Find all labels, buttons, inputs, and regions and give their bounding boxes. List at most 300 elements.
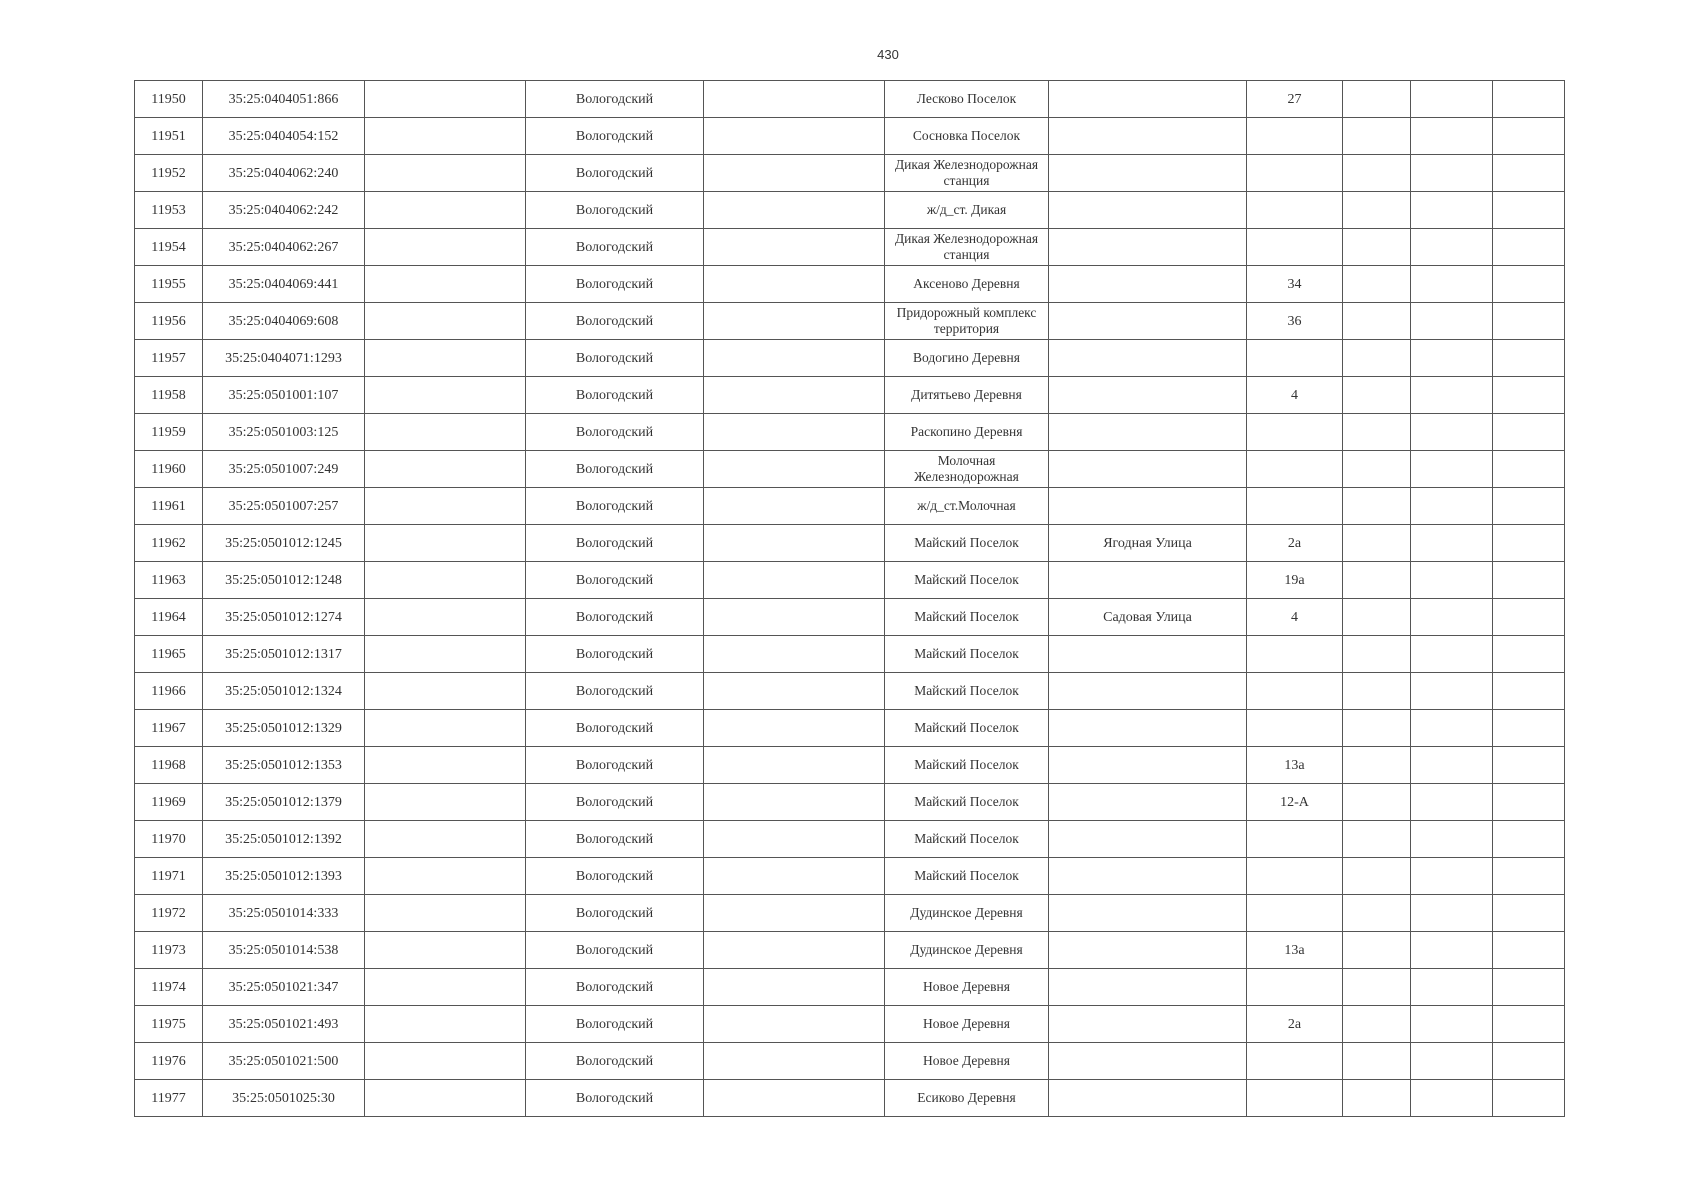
- empty-cell: [365, 673, 526, 710]
- empty-cell: [704, 1006, 885, 1043]
- empty-cell: [704, 81, 885, 118]
- street-cell: [1049, 81, 1247, 118]
- locality-cell: Майский Поселок: [885, 821, 1049, 858]
- district-cell: Вологодский: [526, 858, 704, 895]
- locality-cell: Дикая Железнодорожная станция: [885, 229, 1049, 266]
- empty-cell: [1411, 155, 1493, 192]
- locality-cell: Аксеново Деревня: [885, 266, 1049, 303]
- locality-cell: Раскопино Деревня: [885, 414, 1049, 451]
- row-number-cell: 11953: [135, 192, 203, 229]
- cadastral-number-cell: 35:25:0501007:249: [203, 451, 365, 488]
- empty-cell: [1493, 747, 1565, 784]
- empty-cell: [1493, 969, 1565, 1006]
- house-number-cell: [1247, 414, 1343, 451]
- district-cell: Вологодский: [526, 599, 704, 636]
- locality-cell: Майский Поселок: [885, 858, 1049, 895]
- empty-cell: [1343, 155, 1411, 192]
- empty-cell: [704, 784, 885, 821]
- empty-cell: [1343, 340, 1411, 377]
- house-number-cell: 36: [1247, 303, 1343, 340]
- empty-cell: [1343, 858, 1411, 895]
- empty-cell: [704, 525, 885, 562]
- cadastral-number-cell: 35:25:0501012:1353: [203, 747, 365, 784]
- empty-cell: [1411, 229, 1493, 266]
- row-number-cell: 11954: [135, 229, 203, 266]
- cadastral-number-cell: 35:25:0404051:866: [203, 81, 365, 118]
- empty-cell: [704, 414, 885, 451]
- empty-cell: [1343, 1080, 1411, 1117]
- cadastral-number-cell: 35:25:0501021:493: [203, 1006, 365, 1043]
- street-cell: [1049, 414, 1247, 451]
- empty-cell: [1343, 895, 1411, 932]
- empty-cell: [1411, 599, 1493, 636]
- locality-cell: Майский Поселок: [885, 636, 1049, 673]
- empty-cell: [365, 747, 526, 784]
- row-number-cell: 11971: [135, 858, 203, 895]
- empty-cell: [704, 303, 885, 340]
- empty-cell: [365, 710, 526, 747]
- table-row: [135, 155, 1565, 192]
- empty-cell: [365, 340, 526, 377]
- empty-cell: [1493, 81, 1565, 118]
- empty-cell: [1411, 192, 1493, 229]
- street-cell: [1049, 858, 1247, 895]
- empty-cell: [1493, 377, 1565, 414]
- locality-cell: Майский Поселок: [885, 673, 1049, 710]
- table-row: [135, 858, 1565, 895]
- locality-cell: Новое Деревня: [885, 969, 1049, 1006]
- empty-cell: [365, 303, 526, 340]
- district-cell: Вологодский: [526, 81, 704, 118]
- street-cell: [1049, 747, 1247, 784]
- district-cell: Вологодский: [526, 932, 704, 969]
- district-cell: Вологодский: [526, 1043, 704, 1080]
- row-number-cell: 11961: [135, 488, 203, 525]
- table-row: [135, 969, 1565, 1006]
- house-number-cell: [1247, 969, 1343, 1006]
- empty-cell: [1411, 821, 1493, 858]
- table-row: [135, 414, 1565, 451]
- cadastral-number-cell: 35:25:0404071:1293: [203, 340, 365, 377]
- street-cell: [1049, 969, 1247, 1006]
- street-cell: [1049, 895, 1247, 932]
- empty-cell: [1411, 562, 1493, 599]
- table-row: [135, 377, 1565, 414]
- empty-cell: [1343, 192, 1411, 229]
- street-cell: [1049, 118, 1247, 155]
- empty-cell: [1343, 266, 1411, 303]
- empty-cell: [365, 858, 526, 895]
- house-number-cell: [1247, 488, 1343, 525]
- house-number-cell: [1247, 192, 1343, 229]
- empty-cell: [1411, 932, 1493, 969]
- empty-cell: [1343, 1006, 1411, 1043]
- street-cell: [1049, 710, 1247, 747]
- table-row: [135, 192, 1565, 229]
- table-row: [135, 488, 1565, 525]
- empty-cell: [704, 969, 885, 1006]
- district-cell: Вологодский: [526, 525, 704, 562]
- empty-cell: [365, 155, 526, 192]
- table-row: [135, 81, 1565, 118]
- empty-cell: [704, 451, 885, 488]
- table-row: [135, 266, 1565, 303]
- empty-cell: [1343, 1043, 1411, 1080]
- cadastral-number-cell: 35:25:0501003:125: [203, 414, 365, 451]
- row-number-cell: 11968: [135, 747, 203, 784]
- street-cell: [1049, 155, 1247, 192]
- locality-cell: Майский Поселок: [885, 525, 1049, 562]
- empty-cell: [365, 895, 526, 932]
- empty-cell: [365, 1006, 526, 1043]
- empty-cell: [1493, 562, 1565, 599]
- district-cell: Вологодский: [526, 118, 704, 155]
- cadastral-number-cell: 35:25:0501021:347: [203, 969, 365, 1006]
- district-cell: Вологодский: [526, 747, 704, 784]
- street-cell: Садовая Улица: [1049, 599, 1247, 636]
- street-cell: [1049, 229, 1247, 266]
- row-number-cell: 11964: [135, 599, 203, 636]
- row-number-cell: 11967: [135, 710, 203, 747]
- empty-cell: [365, 969, 526, 1006]
- house-number-cell: 12-А: [1247, 784, 1343, 821]
- street-cell: [1049, 821, 1247, 858]
- empty-cell: [1493, 1080, 1565, 1117]
- row-number-cell: 11970: [135, 821, 203, 858]
- empty-cell: [1493, 414, 1565, 451]
- empty-cell: [704, 229, 885, 266]
- locality-cell: Майский Поселок: [885, 710, 1049, 747]
- house-number-cell: [1247, 155, 1343, 192]
- district-cell: Вологодский: [526, 710, 704, 747]
- empty-cell: [365, 377, 526, 414]
- street-cell: [1049, 488, 1247, 525]
- cadastral-number-cell: 35:25:0501014:538: [203, 932, 365, 969]
- empty-cell: [365, 266, 526, 303]
- row-number-cell: 11955: [135, 266, 203, 303]
- table-row: [135, 821, 1565, 858]
- empty-cell: [1493, 821, 1565, 858]
- empty-cell: [1411, 525, 1493, 562]
- house-number-cell: [1247, 821, 1343, 858]
- row-number-cell: 11966: [135, 673, 203, 710]
- table-row: [135, 932, 1565, 969]
- cadastral-number-cell: 35:25:0404062:267: [203, 229, 365, 266]
- table-row: [135, 599, 1565, 636]
- empty-cell: [1343, 303, 1411, 340]
- table-row: [135, 1006, 1565, 1043]
- district-cell: Вологодский: [526, 266, 704, 303]
- street-cell: [1049, 377, 1247, 414]
- locality-cell: ж/д_ст.Молочная: [885, 488, 1049, 525]
- empty-cell: [704, 340, 885, 377]
- house-number-cell: 4: [1247, 599, 1343, 636]
- empty-cell: [1343, 821, 1411, 858]
- empty-cell: [704, 1043, 885, 1080]
- cadastral-number-cell: 35:25:0404054:152: [203, 118, 365, 155]
- empty-cell: [704, 377, 885, 414]
- cadastral-number-cell: 35:25:0501012:1393: [203, 858, 365, 895]
- locality-cell: Есиково Деревня: [885, 1080, 1049, 1117]
- row-number-cell: 11958: [135, 377, 203, 414]
- row-number-cell: 11956: [135, 303, 203, 340]
- empty-cell: [1411, 636, 1493, 673]
- locality-cell: Водогино Деревня: [885, 340, 1049, 377]
- district-cell: Вологодский: [526, 562, 704, 599]
- street-cell: [1049, 192, 1247, 229]
- house-number-cell: 19а: [1247, 562, 1343, 599]
- house-number-cell: 27: [1247, 81, 1343, 118]
- row-number-cell: 11973: [135, 932, 203, 969]
- cadastral-number-cell: 35:25:0501012:1324: [203, 673, 365, 710]
- row-number-cell: 11950: [135, 81, 203, 118]
- empty-cell: [1343, 747, 1411, 784]
- registry-table: [134, 80, 1565, 1117]
- street-cell: [1049, 673, 1247, 710]
- empty-cell: [1493, 155, 1565, 192]
- street-cell: [1049, 1006, 1247, 1043]
- empty-cell: [365, 599, 526, 636]
- house-number-cell: 2а: [1247, 1006, 1343, 1043]
- cadastral-number-cell: 35:25:0501025:30: [203, 1080, 365, 1117]
- locality-cell: Сосновка Поселок: [885, 118, 1049, 155]
- house-number-cell: 13а: [1247, 932, 1343, 969]
- street-cell: [1049, 303, 1247, 340]
- table-row: [135, 747, 1565, 784]
- empty-cell: [1343, 229, 1411, 266]
- cadastral-number-cell: 35:25:0501007:257: [203, 488, 365, 525]
- empty-cell: [1493, 895, 1565, 932]
- empty-cell: [1411, 118, 1493, 155]
- empty-cell: [704, 710, 885, 747]
- empty-cell: [1493, 1006, 1565, 1043]
- table-row: [135, 303, 1565, 340]
- empty-cell: [704, 895, 885, 932]
- empty-cell: [1411, 451, 1493, 488]
- empty-cell: [1411, 895, 1493, 932]
- district-cell: Вологодский: [526, 1080, 704, 1117]
- house-number-cell: 4: [1247, 377, 1343, 414]
- empty-cell: [704, 599, 885, 636]
- street-cell: [1049, 562, 1247, 599]
- empty-cell: [704, 932, 885, 969]
- district-cell: Вологодский: [526, 784, 704, 821]
- table-row: [135, 562, 1565, 599]
- empty-cell: [1343, 932, 1411, 969]
- table-row: [135, 340, 1565, 377]
- empty-cell: [365, 81, 526, 118]
- empty-cell: [1343, 784, 1411, 821]
- street-cell: [1049, 266, 1247, 303]
- house-number-cell: [1247, 858, 1343, 895]
- house-number-cell: 2а: [1247, 525, 1343, 562]
- empty-cell: [1411, 858, 1493, 895]
- empty-cell: [1411, 1080, 1493, 1117]
- empty-cell: [365, 784, 526, 821]
- row-number-cell: 11965: [135, 636, 203, 673]
- empty-cell: [704, 673, 885, 710]
- street-cell: [1049, 1080, 1247, 1117]
- house-number-cell: [1247, 1043, 1343, 1080]
- locality-cell: Придорожный комплекс территория: [885, 303, 1049, 340]
- street-cell: [1049, 932, 1247, 969]
- empty-cell: [1493, 118, 1565, 155]
- empty-cell: [1493, 932, 1565, 969]
- empty-cell: [1411, 784, 1493, 821]
- empty-cell: [365, 525, 526, 562]
- empty-cell: [704, 821, 885, 858]
- district-cell: Вологодский: [526, 229, 704, 266]
- table-row: [135, 525, 1565, 562]
- house-number-cell: [1247, 710, 1343, 747]
- table-row: [135, 895, 1565, 932]
- row-number-cell: 11977: [135, 1080, 203, 1117]
- locality-cell: Молочная Железнодорожная: [885, 451, 1049, 488]
- locality-cell: Новое Деревня: [885, 1006, 1049, 1043]
- empty-cell: [1343, 414, 1411, 451]
- empty-cell: [365, 562, 526, 599]
- empty-cell: [1411, 81, 1493, 118]
- table-row: [135, 673, 1565, 710]
- empty-cell: [1343, 710, 1411, 747]
- district-cell: Вологодский: [526, 969, 704, 1006]
- district-cell: Вологодский: [526, 488, 704, 525]
- cadastral-number-cell: 35:25:0501012:1392: [203, 821, 365, 858]
- empty-cell: [1411, 747, 1493, 784]
- empty-cell: [365, 636, 526, 673]
- row-number-cell: 11974: [135, 969, 203, 1006]
- cadastral-number-cell: 35:25:0501014:333: [203, 895, 365, 932]
- district-cell: Вологодский: [526, 192, 704, 229]
- empty-cell: [1493, 599, 1565, 636]
- street-cell: [1049, 784, 1247, 821]
- page-number: 430: [877, 47, 899, 62]
- empty-cell: [1343, 377, 1411, 414]
- table-row: [135, 710, 1565, 747]
- table-row: [135, 1080, 1565, 1117]
- row-number-cell: 11952: [135, 155, 203, 192]
- empty-cell: [704, 155, 885, 192]
- empty-cell: [1343, 599, 1411, 636]
- cadastral-number-cell: 35:25:0501012:1248: [203, 562, 365, 599]
- empty-cell: [1343, 636, 1411, 673]
- empty-cell: [1493, 192, 1565, 229]
- house-number-cell: [1247, 229, 1343, 266]
- house-number-cell: [1247, 673, 1343, 710]
- empty-cell: [1493, 710, 1565, 747]
- locality-cell: Лесково Поселок: [885, 81, 1049, 118]
- street-cell: [1049, 340, 1247, 377]
- empty-cell: [1411, 414, 1493, 451]
- cadastral-number-cell: 35:25:0501012:1329: [203, 710, 365, 747]
- cadastral-number-cell: 35:25:0501012:1379: [203, 784, 365, 821]
- empty-cell: [1411, 1006, 1493, 1043]
- house-number-cell: [1247, 118, 1343, 155]
- empty-cell: [1493, 340, 1565, 377]
- row-number-cell: 11969: [135, 784, 203, 821]
- locality-cell: Новое Деревня: [885, 1043, 1049, 1080]
- district-cell: Вологодский: [526, 414, 704, 451]
- empty-cell: [1493, 673, 1565, 710]
- cadastral-number-cell: 35:25:0404062:240: [203, 155, 365, 192]
- house-number-cell: 34: [1247, 266, 1343, 303]
- table-row: [135, 784, 1565, 821]
- cadastral-number-cell: 35:25:0404069:608: [203, 303, 365, 340]
- district-cell: Вологодский: [526, 636, 704, 673]
- empty-cell: [1411, 488, 1493, 525]
- empty-cell: [704, 858, 885, 895]
- registry-body: [135, 81, 1565, 1117]
- row-number-cell: 11951: [135, 118, 203, 155]
- row-number-cell: 11959: [135, 414, 203, 451]
- empty-cell: [1493, 636, 1565, 673]
- empty-cell: [1493, 229, 1565, 266]
- street-cell: [1049, 1043, 1247, 1080]
- district-cell: Вологодский: [526, 155, 704, 192]
- empty-cell: [1493, 303, 1565, 340]
- empty-cell: [1343, 969, 1411, 1006]
- locality-cell: Дитятьево Деревня: [885, 377, 1049, 414]
- empty-cell: [1411, 710, 1493, 747]
- empty-cell: [365, 192, 526, 229]
- empty-cell: [1343, 562, 1411, 599]
- locality-cell: Майский Поселок: [885, 599, 1049, 636]
- district-cell: Вологодский: [526, 895, 704, 932]
- empty-cell: [365, 118, 526, 155]
- empty-cell: [1411, 1043, 1493, 1080]
- empty-cell: [1411, 340, 1493, 377]
- empty-cell: [1343, 451, 1411, 488]
- empty-cell: [1411, 969, 1493, 1006]
- house-number-cell: [1247, 636, 1343, 673]
- empty-cell: [1343, 81, 1411, 118]
- empty-cell: [365, 414, 526, 451]
- empty-cell: [1343, 118, 1411, 155]
- empty-cell: [704, 192, 885, 229]
- locality-cell: ж/д_ст. Дикая: [885, 192, 1049, 229]
- house-number-cell: 13а: [1247, 747, 1343, 784]
- cadastral-number-cell: 35:25:0404062:242: [203, 192, 365, 229]
- district-cell: Вологодский: [526, 821, 704, 858]
- house-number-cell: [1247, 895, 1343, 932]
- cadastral-number-cell: 35:25:0501021:500: [203, 1043, 365, 1080]
- empty-cell: [365, 932, 526, 969]
- empty-cell: [1493, 266, 1565, 303]
- table-row: [135, 118, 1565, 155]
- empty-cell: [704, 636, 885, 673]
- house-number-cell: [1247, 340, 1343, 377]
- empty-cell: [1493, 858, 1565, 895]
- district-cell: Вологодский: [526, 1006, 704, 1043]
- locality-cell: Дудинское Деревня: [885, 932, 1049, 969]
- row-number-cell: 11963: [135, 562, 203, 599]
- row-number-cell: 11960: [135, 451, 203, 488]
- row-number-cell: 11976: [135, 1043, 203, 1080]
- empty-cell: [1411, 303, 1493, 340]
- empty-cell: [1411, 673, 1493, 710]
- district-cell: Вологодский: [526, 340, 704, 377]
- district-cell: Вологодский: [526, 451, 704, 488]
- empty-cell: [704, 1080, 885, 1117]
- empty-cell: [365, 488, 526, 525]
- street-cell: [1049, 451, 1247, 488]
- house-number-cell: [1247, 1080, 1343, 1117]
- empty-cell: [704, 747, 885, 784]
- empty-cell: [365, 1043, 526, 1080]
- empty-cell: [1343, 673, 1411, 710]
- table-row: [135, 451, 1565, 488]
- empty-cell: [704, 488, 885, 525]
